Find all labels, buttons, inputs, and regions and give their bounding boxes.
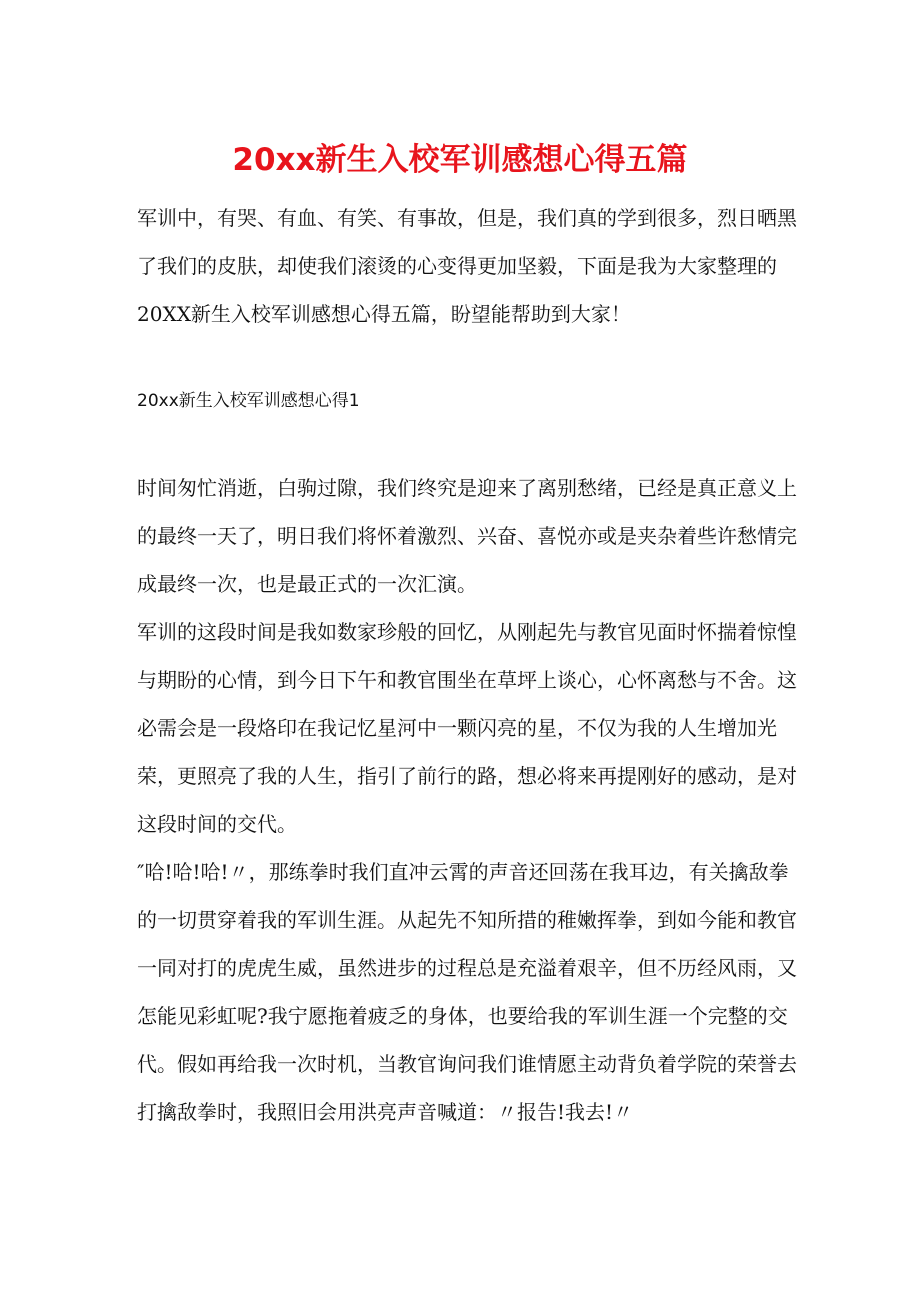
body-paragraph-3: ″哈!哈!哈!〃，那练拳时我们直冲云霄的声音还回荡在我耳边，有关擒敌拳的一切贯穿着我的军训生涯。从起先不知所措的稚嫩挥拳，到如今能和教官一同对打的虎虎生威，虽然进步的过程总是充溢着艰辛，但不历经风雨，又怎能见彩虹呢?我宁愿拖着疲乏的身体，也要给我的军训生涯一个完整的交代。假如再给我一次时机，当教官询问我们谁情愿主动背负着学院的荣誉去打擒敌拳时，我照旧会用洪亮声音喊道：〃报告!我去!〃: [137, 860, 797, 1124]
intro-paragraph: 军训中，有哭、有血、有笑、有事故，但是，我们真的学到很多，烈日晒黑了我们的皮肤，却使我们滚烫的心变得更加坚毅，下面是我为大家整理的20XX新生入校军训感想心得五篇，盼望能帮助到大家！: [137, 206, 797, 326]
body-paragraph-2: 军训的这段时间是我如数家珍般的回忆，从刚起先与教官见面时怀揣着惊惶与期盼的心情，到今日下午和教官围坐在草坪上谈心，心怀离愁与不舍。这必需会是一段烙印在我记忆星河中一颗闪亮的星，不仅为我的人生增加光荣，更照亮了我的人生，指引了前行的路，想必将来再提刚好的感动，是对这段时间的交代。: [137, 620, 797, 836]
document-body: [137, 194, 797, 1136]
section-heading: 20xx新生入校军训感想心得1: [137, 391, 360, 411]
document-title: 20xx新生入校军训感想心得五篇: [232, 142, 688, 178]
body-paragraph-1: 时间匆忙消逝，白驹过隙，我们终究是迎来了离别愁绪，已经是真正意义上的最终一天了，明日我们将怀着激烈、兴奋、喜悦亦或是夹杂着些许愁情完成最终一次，也是最正式的一次汇演。: [137, 476, 797, 596]
